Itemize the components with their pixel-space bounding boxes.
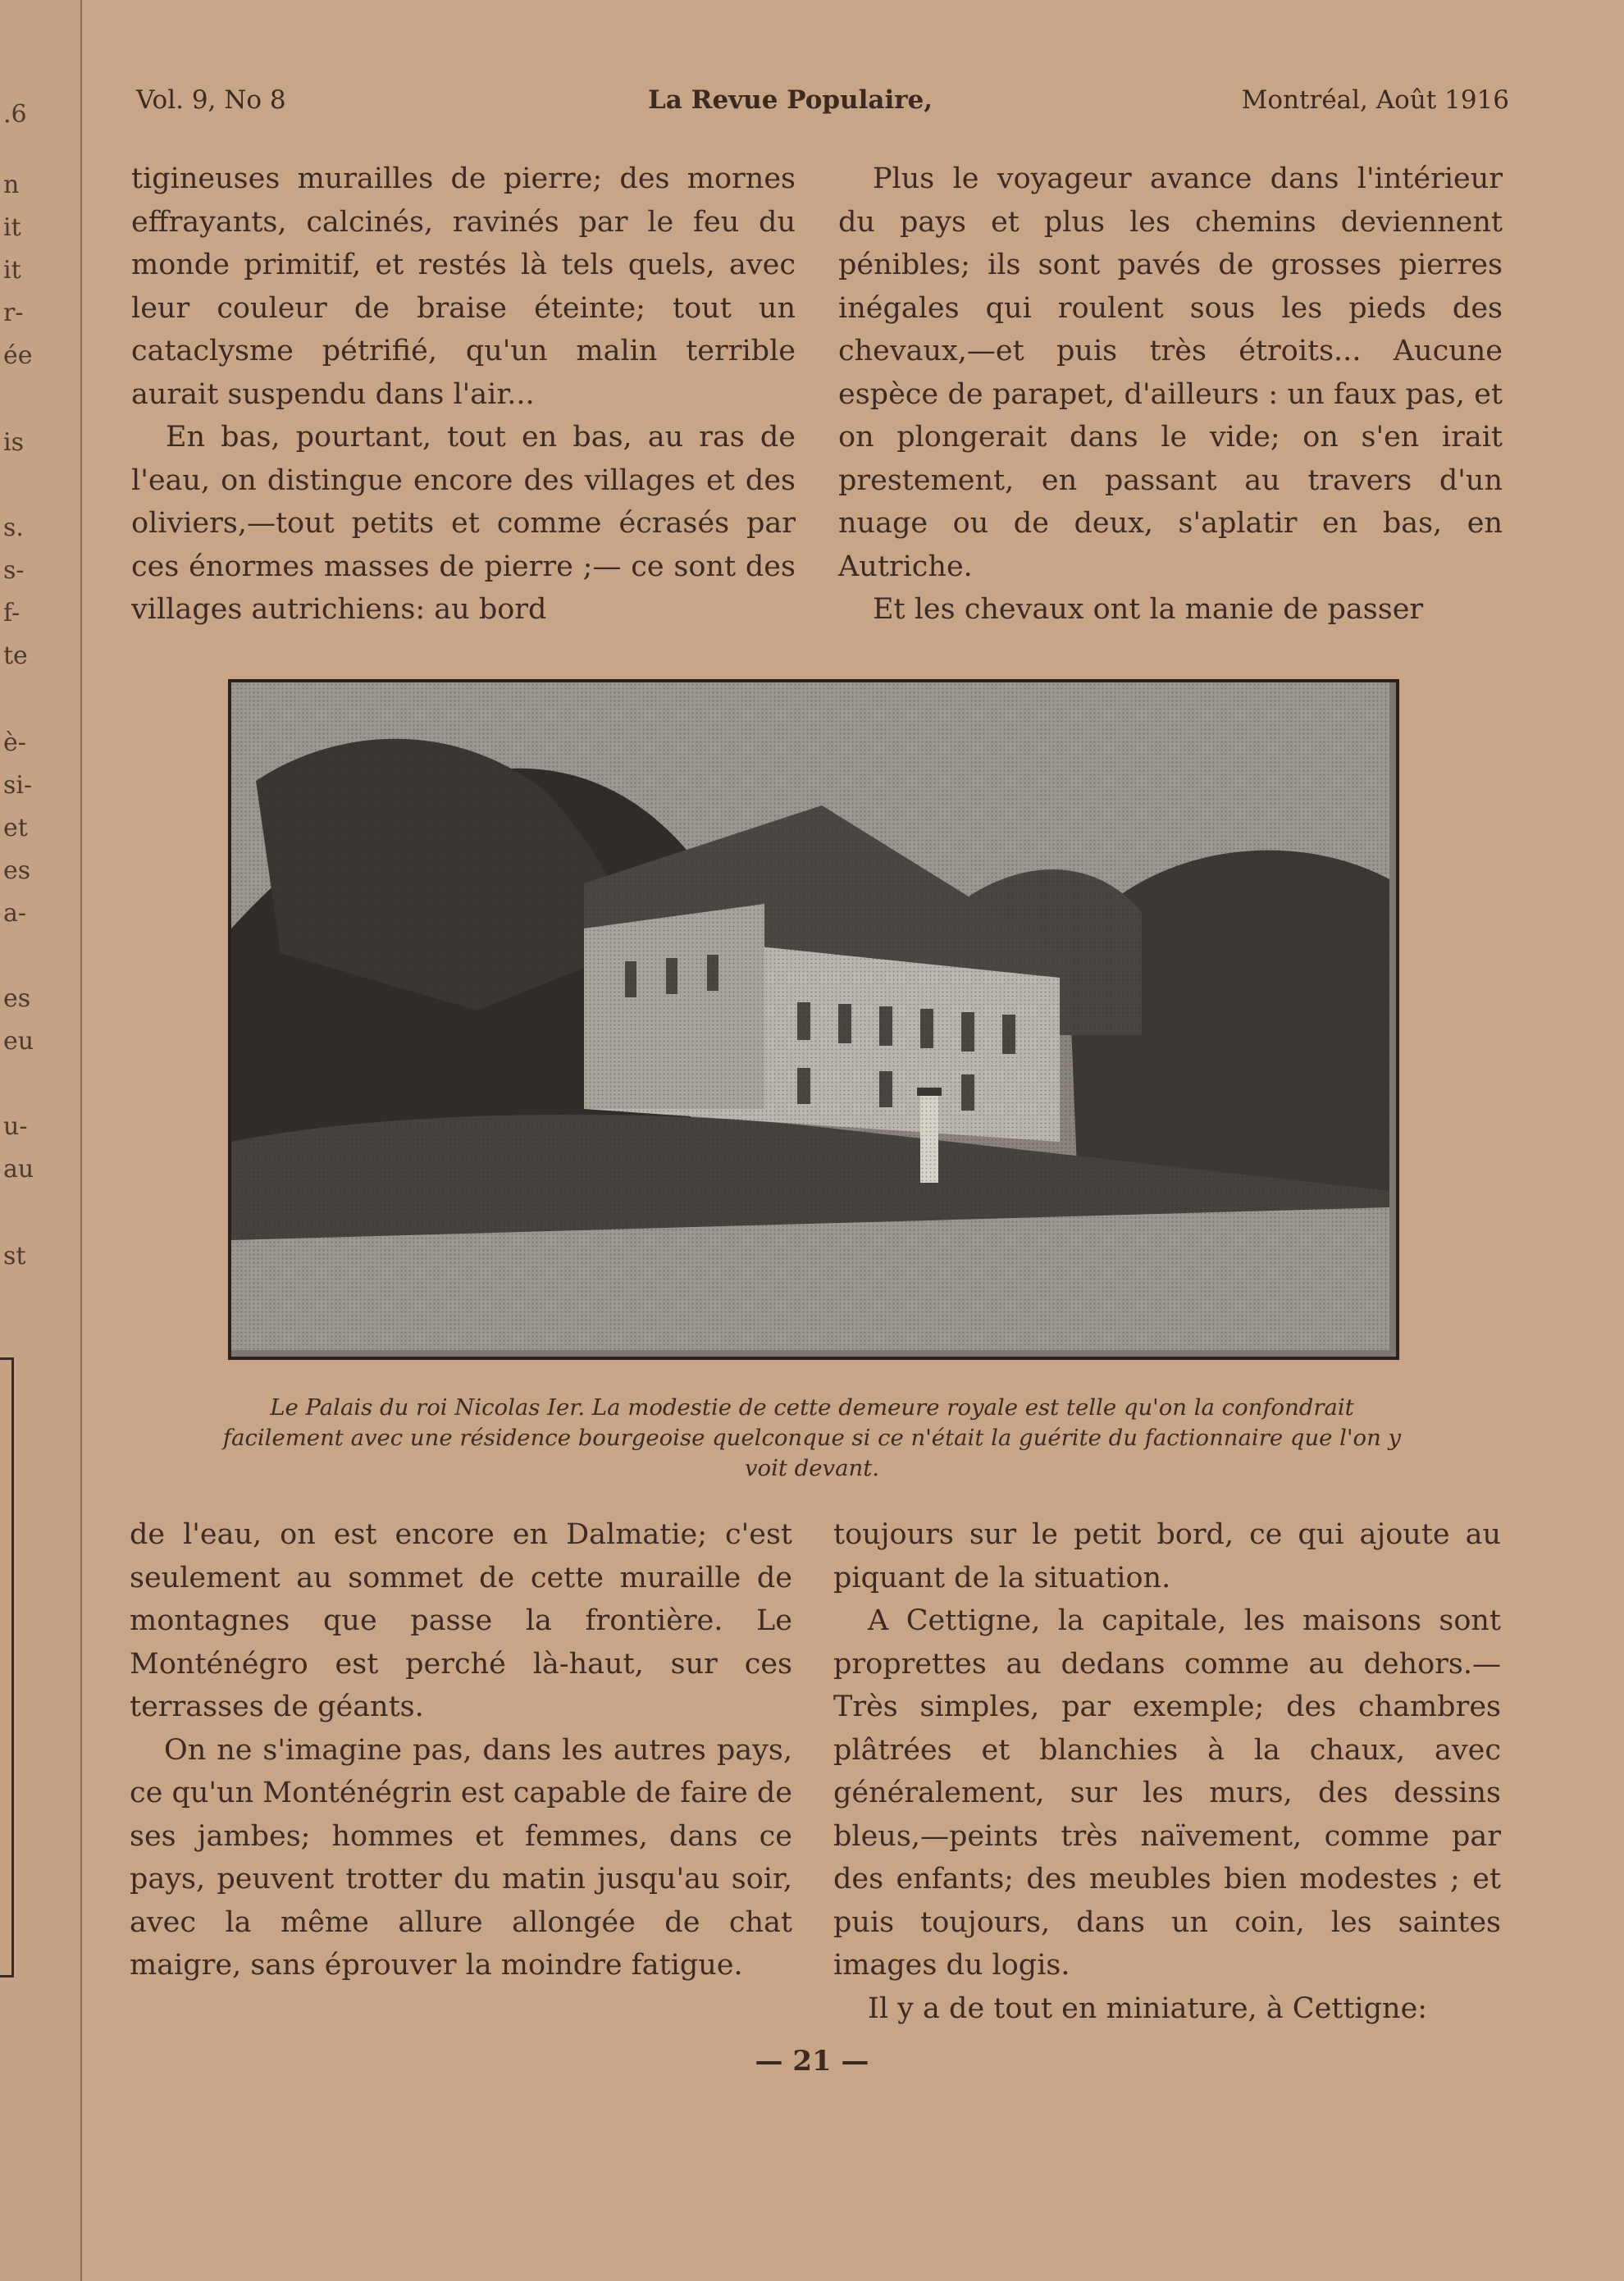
margin-fragment: ée <box>3 341 33 370</box>
paragraph: En bas, pourtant, tout en bas, au ras de l'eau, on distingue encore des villages et des oliviers,—tout petits et comme écrasés par ces énormes masses de pierre ;— ce sont des villages autrichiens: au bord <box>131 421 796 626</box>
margin-fragment: r- <box>3 299 24 327</box>
publication-title: La Revue Populaire, <box>648 85 933 115</box>
margin-fragment: te <box>3 641 28 670</box>
margin-fragment: it <box>3 213 21 242</box>
previous-page-margin <box>0 0 82 2281</box>
margin-fragment: au <box>3 1155 34 1184</box>
palace-photo <box>228 679 1399 1360</box>
margin-fragment: .6 <box>3 100 27 129</box>
margin-fragment: u- <box>3 1112 28 1141</box>
photo-caption: Le Palais du roi Nicolas Ier. La modestie de cette demeure royale est telle qu'on la confondrait facilement avec une résidence bourgeoise quelconque si ce n'était la guérite du factionnaire que l'on y voit devant. <box>222 1394 1402 1481</box>
page-header <box>131 85 1509 126</box>
photo-palace-building-icon <box>231 682 1389 1350</box>
paragraph: Plus le voyageur avance dans l'intérieur du pays et plus les chemins deviennent pénibles; ils sont pavés de grosses pierres inégales qui roulent sous les pieds des chevaux,—et puis très étroits... Aucune espèce de parapet, d'ailleurs : un faux pas, et on plongerait dans le vide; on s'en irait prestement, en passant au travers d'un nuage ou de deux, s'aplatir en bas, en Autriche. <box>838 162 1503 583</box>
paragraph: tigineuses murailles de pierre; des mornes effrayants, calcinés, ravinés par le feu du monde primitif, et restés là tels quels, avec leur couleur de braise éteinte; tout un cataclysme pétrifié, qu'un malin terrible aurait suspendu dans l'air... <box>131 162 796 411</box>
paragraph: Et les chevaux ont la manie de passer <box>873 593 1424 626</box>
margin-fragment: es <box>3 984 31 1013</box>
column-bottom-right <box>833 1513 1501 2030</box>
paragraph: de l'eau, on est encore en Dalmatie; c'est seulement au sommet de cette muraille de montagnes que passe la frontière. Le Monténégro est perché là-haut, sur ces terrasses de géants. <box>130 1518 792 1723</box>
margin-fragment: et <box>3 814 28 842</box>
page-number: — 21 — <box>755 2045 869 2078</box>
margin-fragment: n <box>3 171 20 199</box>
margin-fragment: si- <box>3 771 33 800</box>
paragraph: toujours sur le petit bord, ce qui ajoute au piquant de la situation. <box>833 1518 1501 1594</box>
paragraph: On ne s'imagine pas, dans les autres pays, ce qu'un Monténégrin est capable de faire de ses jambes; hommes et femmes, dans ce pays, peuvent trotter du matin jusqu'au soir, avec la même allure allongée de chat maigre, sans éprouver la moindre fatigue. <box>130 1733 792 1982</box>
margin-frame-edge <box>0 1357 14 1978</box>
paragraph: Il y a de tout en miniature, à Cettigne: <box>868 1991 1428 2025</box>
paragraph: A Cettigne, la capitale, les maisons sont proprettes au dedans comme au dehors.— Très simples, par exemple; des chambres plâtrées et blanchies à la chaux, avec généralement, sur les murs, des dessins bleus,—peints très naïvement, comme par des enfants; des meubles bien modestes ; et puis toujours, dans un coin, les saintes images du logis. <box>833 1604 1501 1982</box>
margin-fragment: è- <box>3 728 26 757</box>
margin-fragment: st <box>3 1242 26 1271</box>
margin-fragment: it <box>3 256 21 285</box>
margin-fragment: s. <box>3 513 24 542</box>
margin-fragment: eu <box>3 1027 34 1056</box>
margin-fragment: s- <box>3 556 25 585</box>
column-bottom-left <box>130 1513 792 1987</box>
issue-date: Montréal, Août 1916 <box>1241 85 1509 115</box>
margin-fragment: f- <box>3 599 21 627</box>
margin-fragment: is <box>3 428 24 457</box>
volume-number: Vol. 9, No 8 <box>136 85 286 115</box>
margin-fragment: a- <box>3 899 27 928</box>
column-top-left <box>131 157 796 632</box>
margin-fragment: es <box>3 856 31 885</box>
column-top-right <box>838 157 1503 632</box>
